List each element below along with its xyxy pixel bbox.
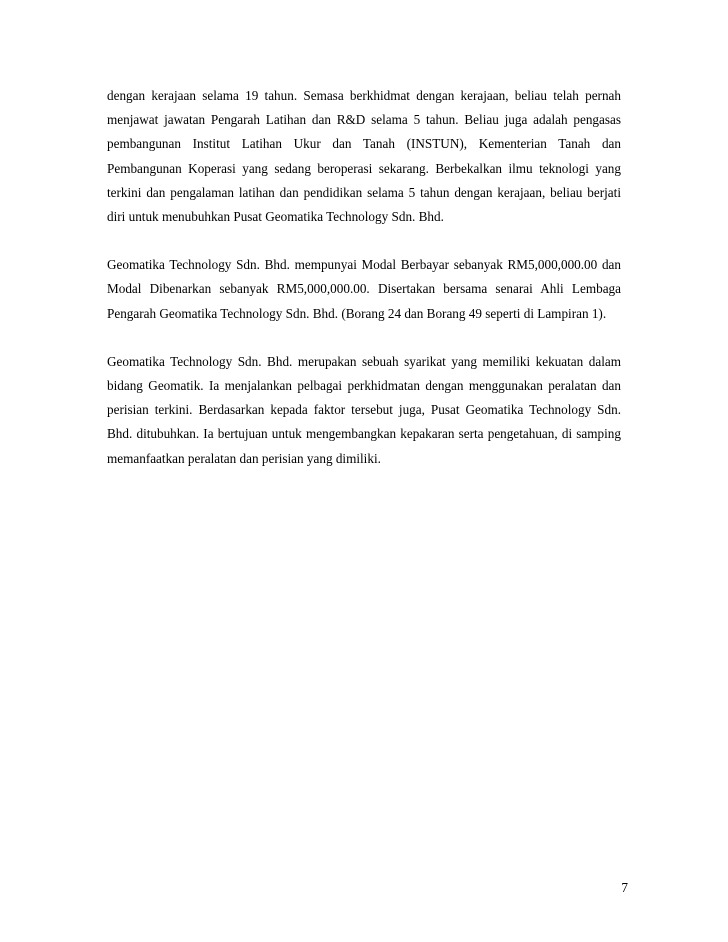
paragraph-company-founder: dengan kerajaan selama 19 tahun. Semasa berkhidmat dengan kerajaan, beliau telah pernah menjawat jawatan Pengarah Latihan dan R&D selama 5 tahun. Beliau juga adalah pengasas pembangunan Institut Latihan Ukur dan Tanah (INSTUN), Kementerian Tanah dan Pembangunan Koperasi yang sedang beroperasi sekarang. Berbekalkan ilmu teknologi yang terkini dan pengalaman latihan dan pendidikan selama 5 tahun dengan kerajaan, beliau berjati diri untuk menubuhkan Pusat Geomatika Technology Sdn. Bhd. <box>107 88 621 225</box>
page-number: 7 <box>621 880 628 895</box>
body-text <box>107 84 621 471</box>
paragraph-capital: Geomatika Technology Sdn. Bhd. mempunyai Modal Berbayar sebanyak RM5,000,000.00 dan Modal Dibenarkan sebanyak RM5,000,000.00. Disertakan bersama senarai Ahli Lembaga Pengarah Geomatika Technology Sdn. Bhd. (Borang 24 dan Borang 49 seperti di Lampiran 1). <box>107 257 621 321</box>
paragraph-company-strength: Geomatika Technology Sdn. Bhd. merupakan sebuah syarikat yang memiliki kekuatan dalam bidang Geomatik. Ia menjalankan pelbagai perkhidmatan dengan menggunakan peralatan dan perisian terkini. Berdasarkan kepada faktor tersebut juga, Pusat Geomatika Technology Sdn. Bhd. ditubuhkan. Ia bertujuan untuk mengembangkan kepakaran serta pengetahuan, di samping memanfaatkan peralatan dan perisian yang dimiliki. <box>107 353 621 466</box>
